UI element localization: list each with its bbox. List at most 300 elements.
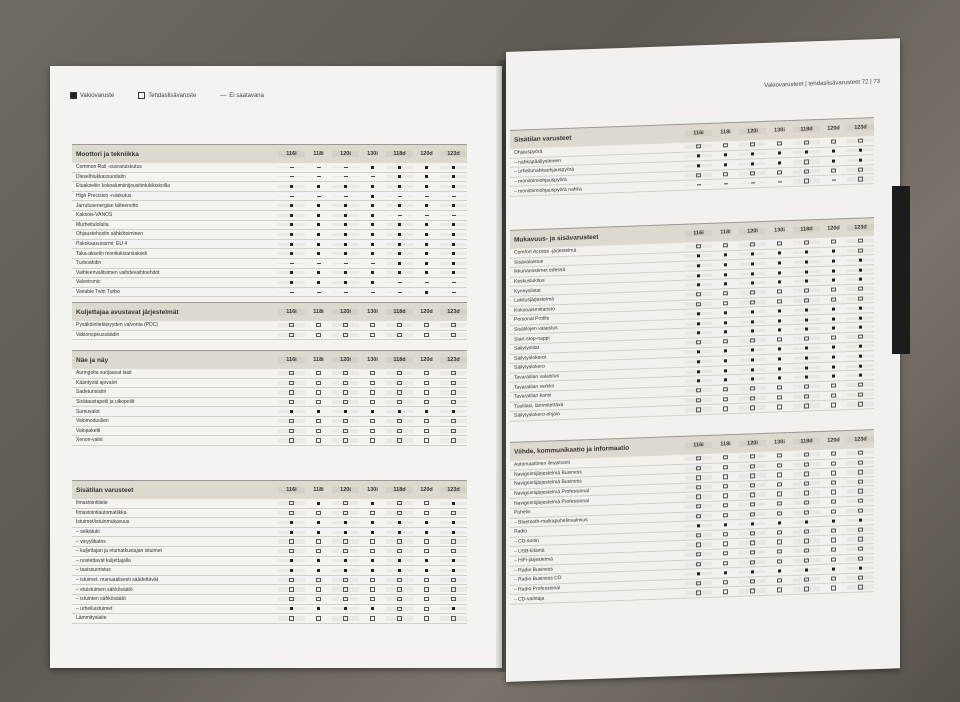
- legend: Vakiovaruste Tehdaslisävaruste — Ei saatavana: [70, 92, 264, 99]
- spec-cell: [793, 260, 820, 264]
- option-mark-icon: [343, 323, 347, 327]
- spec-cell: [413, 243, 440, 246]
- spec-cell: [712, 484, 739, 489]
- option-mark-icon: [289, 539, 293, 543]
- model-column-header: 120i: [332, 357, 359, 363]
- not-available-mark-icon: [344, 176, 348, 177]
- spec-cell: [820, 402, 847, 407]
- option-mark-icon: [750, 242, 754, 247]
- not-available-mark-icon: [425, 282, 429, 283]
- option-mark-icon: [777, 170, 781, 175]
- standard-mark-icon: [751, 377, 754, 380]
- option-mark-icon: [723, 243, 727, 248]
- spec-cell: [766, 299, 793, 304]
- spec-cell: [413, 531, 440, 534]
- spec-cell: [766, 337, 793, 342]
- model-column-header: 116i: [278, 487, 305, 493]
- spec-cell: [793, 500, 820, 505]
- option-mark-icon: [804, 481, 808, 486]
- standard-mark-icon: [452, 607, 455, 610]
- spec-label: Dieselhiukkassuodatin: [76, 173, 126, 180]
- spec-row: [72, 576, 467, 586]
- standard-mark-icon: [724, 254, 727, 257]
- spec-label: – CD-vaihtaja: [514, 595, 545, 603]
- spec-cell: [386, 607, 413, 611]
- standard-mark-icon: [805, 308, 808, 311]
- option-mark-icon: [316, 616, 320, 620]
- spec-cell: [359, 195, 386, 198]
- spec-cell: [685, 494, 712, 499]
- spec-cell: [712, 253, 739, 257]
- option-mark-icon: [316, 323, 320, 327]
- spec-cell: [305, 185, 332, 188]
- standard-mark-icon: [452, 166, 455, 169]
- standard-mark-icon: [290, 252, 293, 255]
- standard-mark-icon: [805, 520, 808, 523]
- option-mark-icon: [831, 528, 835, 533]
- spec-cell: [278, 539, 305, 543]
- standard-mark-icon: [425, 166, 428, 169]
- spec-cell: [793, 538, 820, 543]
- spec-cell: [793, 240, 820, 245]
- section-title: Viihde, kommunikaatio ja informaatio: [514, 444, 630, 456]
- model-column-header: 120d: [420, 309, 433, 315]
- spec-cell: [847, 258, 874, 262]
- spec-cell: [793, 279, 820, 283]
- spec-cell: [413, 291, 440, 294]
- spec-cell: [278, 521, 305, 524]
- standard-mark-icon: [859, 519, 862, 522]
- option-mark-icon: [451, 616, 455, 620]
- option-mark-icon: [343, 616, 347, 620]
- spec-cell: [332, 381, 359, 385]
- standard-mark-icon: [290, 185, 293, 188]
- model-column-header: 118d: [386, 357, 413, 363]
- spec-label: – nahkapäällysteinen: [514, 157, 561, 166]
- option-mark-icon: [777, 588, 781, 593]
- spec-row: [72, 379, 467, 389]
- spec-cell: [440, 419, 467, 423]
- spec-cell: [440, 292, 467, 293]
- standard-mark-icon: [832, 279, 835, 282]
- option-mark-icon: [370, 400, 374, 404]
- option-mark-icon: [723, 590, 727, 595]
- spec-cell: [712, 541, 739, 546]
- spec-cell: [332, 204, 359, 207]
- option-mark-icon: [750, 454, 754, 459]
- model-column-header: 118i: [313, 151, 324, 157]
- option-mark-icon: [289, 511, 293, 515]
- standard-mark-icon: [751, 349, 754, 352]
- spec-cell: [739, 560, 766, 565]
- spec-label: – HiFi-järjestelmä: [514, 556, 553, 564]
- spec-cell: [712, 243, 739, 248]
- standard-mark-icon: [425, 531, 428, 534]
- spec-cell: [739, 152, 766, 156]
- spec-cell: [820, 355, 847, 359]
- option-mark-icon: [424, 419, 428, 423]
- spec-label: Auringolta suojaavat lasit: [76, 370, 132, 377]
- spec-cell: [332, 176, 359, 177]
- spec-cell: [305, 292, 332, 293]
- spec-label: Kääntyvät ajovalot: [76, 379, 117, 386]
- spec-label: Radio: [514, 528, 528, 536]
- standard-mark-icon: [452, 271, 455, 274]
- spec-cell: [766, 366, 793, 370]
- spec-cell: [332, 531, 359, 534]
- spec-label: Sisätilojen valaistus: [514, 325, 558, 333]
- spec-cell: [847, 334, 874, 339]
- spec-cell: [766, 376, 793, 380]
- spec-cell: [712, 465, 739, 470]
- standard-mark-icon: [371, 233, 374, 236]
- spec-row: [72, 249, 467, 259]
- spec-label: High Precision -ruiskutus: [76, 193, 132, 200]
- standard-mark-icon: [317, 243, 320, 246]
- standard-mark-icon: [805, 568, 808, 571]
- spec-cell: [359, 559, 386, 562]
- option-mark-icon: [777, 395, 781, 400]
- standard-mark-icon: [425, 243, 428, 246]
- spec-cell: [793, 150, 820, 154]
- spec-label: – vinyylikatos: [76, 538, 106, 545]
- spec-cell: [305, 616, 332, 620]
- spec-row: [72, 230, 467, 240]
- option-mark-icon: [370, 333, 374, 337]
- standard-mark-icon: [805, 270, 808, 273]
- option-mark-icon: [858, 248, 862, 253]
- not-available-mark-icon: [371, 176, 375, 177]
- option-mark-icon: [343, 333, 347, 337]
- spec-cell: [305, 263, 332, 264]
- spec-cell: [739, 262, 766, 266]
- option-mark-icon: [750, 386, 754, 391]
- standard-mark-icon: [452, 502, 455, 505]
- spec-cell: [386, 223, 413, 226]
- spec-row: [72, 436, 467, 446]
- standard-mark-icon: [724, 273, 727, 276]
- legend-standard: Vakiovaruste: [80, 92, 115, 99]
- spec-row: [72, 566, 467, 576]
- option-mark-icon: [750, 171, 754, 176]
- model-column-header: 118i: [313, 309, 324, 315]
- spec-cell: [820, 547, 847, 552]
- standard-mark-icon: [832, 259, 835, 262]
- spec-cell: [332, 511, 359, 515]
- spec-cell: [332, 419, 359, 423]
- spec-cell: [278, 204, 305, 207]
- spec-label: – istuimet, manuaalisesti säädettävät: [76, 577, 158, 584]
- spec-cell: [305, 196, 332, 197]
- spec-cell: [332, 569, 359, 572]
- standard-mark-icon: [805, 376, 808, 379]
- option-mark-icon: [696, 466, 700, 471]
- option-mark-icon: [723, 465, 727, 470]
- spec-cell: [793, 384, 820, 389]
- spec-cell: [413, 607, 440, 611]
- spec-cell: [685, 164, 712, 168]
- spec-cell: [712, 378, 739, 382]
- option-mark-icon: [343, 587, 347, 591]
- spec-cell: [793, 577, 820, 582]
- standard-mark-icon: [859, 354, 862, 357]
- option-mark-icon: [750, 483, 754, 488]
- model-column-header: 123d: [847, 224, 874, 231]
- spec-cell: [685, 552, 712, 557]
- standard-mark-icon: [724, 263, 727, 266]
- spec-cell: [793, 520, 820, 524]
- option-mark-icon: [289, 438, 293, 442]
- spec-cell: [712, 474, 739, 479]
- standard-mark-icon: [425, 569, 428, 572]
- spec-cell: [359, 233, 386, 236]
- spec-cell: [739, 338, 766, 343]
- spec-cell: [766, 385, 793, 390]
- spec-cell: [332, 233, 359, 236]
- spec-cell: [739, 454, 766, 459]
- option-mark-icon: [804, 491, 808, 496]
- standard-mark-icon: [751, 310, 754, 313]
- standard-mark-icon: [398, 233, 401, 236]
- not-available-mark-icon: [317, 176, 321, 177]
- standard-mark-icon: [697, 155, 700, 158]
- spec-cell: [386, 233, 413, 236]
- standard-mark-icon: [778, 261, 781, 264]
- standard-mark-icon: [290, 243, 293, 246]
- spec-label: – monitoimiohjauspyörä: [514, 176, 567, 185]
- spec-cell: [793, 336, 820, 341]
- option-mark-icon: [343, 539, 347, 543]
- standard-mark-icon: [398, 166, 401, 169]
- spec-cell: [766, 280, 793, 284]
- spec-cell: [386, 616, 413, 620]
- spec-label: Puhelin: [514, 509, 531, 516]
- option-mark-icon: [397, 587, 401, 591]
- spec-cell: [305, 559, 332, 562]
- standard-mark-icon: [724, 350, 727, 353]
- spec-cell: [712, 580, 739, 585]
- standard-mark-icon: [778, 367, 781, 370]
- spec-cell: [359, 381, 386, 385]
- option-mark-icon: [858, 508, 862, 513]
- spec-label: Pysäköintietäisyyden valvonta (PDC): [76, 322, 158, 329]
- spec-cell: [332, 252, 359, 255]
- spec-cell: [793, 568, 820, 572]
- spec-cell: [413, 323, 440, 327]
- spec-cell: [847, 527, 874, 532]
- option-mark-icon: [370, 390, 374, 394]
- spec-cell: [278, 176, 305, 177]
- standard-mark-icon: [778, 569, 781, 572]
- spec-cell: [359, 616, 386, 620]
- option-mark-icon: [397, 429, 401, 433]
- spec-cell: [847, 392, 874, 397]
- standard-mark-icon: [344, 281, 347, 284]
- spec-row: [72, 585, 467, 595]
- spec-cell: [820, 383, 847, 388]
- spec-cell: [332, 185, 359, 188]
- not-available-mark-icon: [290, 196, 294, 197]
- spec-cell: [793, 558, 820, 563]
- standard-mark-icon: [398, 223, 401, 226]
- spec-cell: [386, 559, 413, 562]
- spec-cell: [766, 141, 793, 146]
- standard-mark-icon: [371, 271, 374, 274]
- spec-label: – USB-liitäntä: [514, 547, 545, 555]
- spec-cell: [847, 238, 874, 243]
- option-mark-icon: [451, 578, 455, 582]
- spec-cell: [766, 289, 793, 294]
- spec-cell: [386, 390, 413, 394]
- standard-mark-icon: [697, 322, 700, 325]
- model-column-header: 118d: [793, 438, 820, 445]
- standard-mark-icon: [724, 571, 727, 574]
- option-mark-icon: [397, 381, 401, 385]
- option-mark-icon: [451, 400, 455, 404]
- option-mark-icon: [451, 549, 455, 553]
- spec-cell: [712, 339, 739, 344]
- option-mark-icon: [723, 455, 727, 460]
- spec-cell: [332, 271, 359, 274]
- spec-cell: [685, 264, 712, 268]
- option-mark-icon: [370, 616, 374, 620]
- spec-cell: [359, 185, 386, 188]
- spec-cell: [712, 263, 739, 267]
- spec-row: [72, 288, 467, 298]
- spec-cell: [739, 367, 766, 371]
- spec-cell: [386, 381, 413, 385]
- spec-label: Automaattinen ilmastointi: [514, 460, 570, 469]
- not-available-mark-icon: [697, 184, 701, 185]
- spec-cell: [413, 569, 440, 572]
- standard-mark-icon: [344, 607, 347, 610]
- option-mark-icon: [858, 335, 862, 340]
- left-page: [50, 66, 502, 668]
- spec-cell: [440, 521, 467, 524]
- option-mark-icon: [777, 530, 781, 535]
- option-mark-icon: [723, 387, 727, 392]
- option-mark-icon: [289, 419, 293, 423]
- spec-label: Ohjaustehostin sähkötoiminen: [76, 231, 143, 238]
- spec-cell: [305, 390, 332, 394]
- spec-cell: [278, 333, 305, 337]
- spec-cell: [305, 511, 332, 515]
- spec-cell: [685, 504, 712, 509]
- spec-cell: [793, 308, 820, 312]
- spec-section: [510, 117, 874, 197]
- standard-mark-icon: [452, 262, 455, 265]
- option-mark-icon: [289, 501, 293, 505]
- spec-cell: [712, 493, 739, 498]
- spec-cell: [305, 371, 332, 375]
- spec-cell: [359, 252, 386, 255]
- spec-cell: [440, 252, 467, 255]
- spec-cell: [386, 597, 413, 601]
- model-column-header: 123d: [440, 357, 467, 363]
- option-mark-icon: [831, 461, 835, 466]
- standard-mark-icon: [317, 531, 320, 534]
- spec-cell: [440, 390, 467, 394]
- spec-cell: [440, 511, 467, 515]
- spec-cell: [766, 549, 793, 554]
- spec-cell: [278, 292, 305, 293]
- model-column-header: 118d: [386, 487, 413, 493]
- spec-label: – Radio Professional: [514, 585, 561, 593]
- standard-mark-icon: [724, 378, 727, 381]
- spec-cell: [386, 323, 413, 327]
- model-column-header: 118i: [720, 441, 731, 448]
- spec-cell: [440, 175, 467, 178]
- model-column-header: 130i: [367, 357, 378, 363]
- spec-label: Ikkunanostimet edessä: [514, 267, 566, 276]
- option-mark-icon: [831, 490, 835, 495]
- spec-cell: [685, 350, 712, 354]
- spec-label: Sisätaustapeili ja ulkopeilit: [76, 399, 135, 406]
- spec-cell: [847, 248, 874, 253]
- spec-cell: [359, 502, 386, 505]
- option-mark-icon: [750, 550, 754, 555]
- spec-cell: [847, 575, 874, 580]
- spec-cell: [440, 587, 467, 591]
- spec-cell: [440, 243, 467, 246]
- spec-section: [72, 144, 467, 297]
- option-mark-icon: [316, 549, 320, 553]
- spec-section: [510, 429, 874, 605]
- spec-cell: [278, 252, 305, 255]
- spec-cell: [413, 282, 440, 283]
- standard-mark-icon: [832, 355, 835, 358]
- standard-mark-icon: [724, 330, 727, 333]
- option-mark-icon: [831, 383, 835, 388]
- option-mark-icon: [424, 381, 428, 385]
- spec-cell: [847, 277, 874, 281]
- standard-mark-icon: [832, 269, 835, 272]
- spec-cell: [685, 369, 712, 373]
- option-mark-icon: [424, 607, 428, 611]
- option-mark-icon: [397, 400, 401, 404]
- spec-cell: [820, 159, 847, 163]
- standard-mark-icon: [317, 502, 320, 505]
- option-mark-icon: [289, 371, 293, 375]
- spec-label: Taka-akselin monitukivarsiakseli: [76, 250, 148, 257]
- option-mark-icon: [858, 489, 862, 494]
- standard-mark-icon: [832, 159, 835, 162]
- option-mark-icon: [777, 540, 781, 545]
- standard-mark-icon: [398, 243, 401, 246]
- spec-cell: [386, 243, 413, 246]
- option-mark-icon: [858, 392, 862, 397]
- spec-cell: [712, 396, 739, 401]
- spec-cell: [766, 271, 793, 275]
- standard-mark-icon: [859, 268, 862, 271]
- model-column-header: 123d: [847, 124, 874, 131]
- standard-mark-icon: [290, 531, 293, 534]
- option-mark-icon: [451, 587, 455, 591]
- option-mark-icon: [370, 429, 374, 433]
- standard-mark-icon: [751, 320, 754, 323]
- not-available-mark-icon: [317, 167, 321, 168]
- option-mark-icon: [831, 586, 835, 591]
- spec-cell: [820, 490, 847, 495]
- option-mark-icon: [858, 383, 862, 388]
- option-mark-icon: [723, 397, 727, 402]
- option-mark-icon: [451, 429, 455, 433]
- spec-cell: [820, 239, 847, 244]
- spec-cell: [847, 354, 874, 358]
- page-tab-marker: [892, 186, 910, 354]
- model-column-header: 130i: [367, 487, 378, 493]
- spec-cell: [359, 400, 386, 404]
